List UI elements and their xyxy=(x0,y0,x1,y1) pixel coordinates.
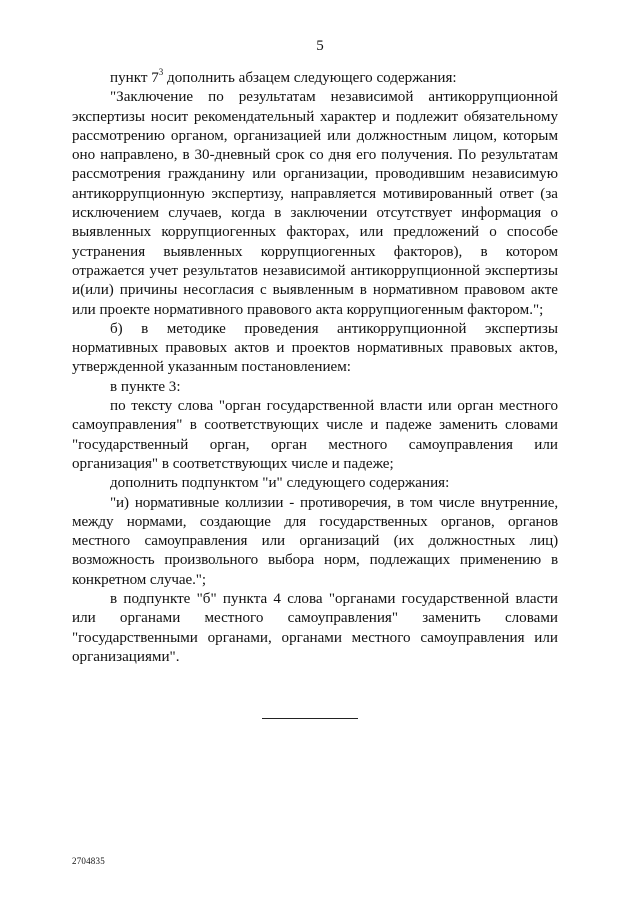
document-body xyxy=(72,66,558,667)
paragraph-replace-words: по тексту слова "орган государственной власти или орган местного самоуправления" в соответствующих числе и падеже заменить словами "государственный орган, орган местного самоуправления или организация" в соответствующих числе и падеже; xyxy=(72,398,558,472)
document-code: 2704835 xyxy=(72,856,105,866)
paragraph-conclusion-quote: "Заключение по результатам независимой антикоррупционной экспертизы носит рекомендательный характер и подлежит обязательному рассмотрению органом, организацией или должностным лицом, которым оно направлено, в 30-дневный срок со дня его получения. По результатам рассмотрения гражданину или организации, проводившим независимую антикоррупционную экспертизу, направляется мотивированный ответ (за исключением случаев, когда в заключении отсутствует информация о выявленных коррупциогенных факторах, или предложений о способе устранения выявленных коррупциогенных факторов), в котором отражается учет результатов независимой антикоррупционной экспертизы и(или) причины несогласия с выявленным в нормативном правовом акте или проекте нормативного правового акта коррупциогенным фактором."; xyxy=(72,89,558,318)
paragraph-clause-3: в пункте 3: xyxy=(110,378,181,395)
paragraph-intro-end: дополнить абзацем следующего содержания: xyxy=(163,70,457,86)
paragraph-subclause-b: в подпункте "б" пункта 4 слова "органами государственной власти или органами местного самоуправления" заменить словами "государственными органами, органами местного самоуправления или организациями". xyxy=(72,591,558,665)
paragraph-methodology: б) в методике проведения антикоррупционной экспертизы нормативных правовых актов и проектов нормативных правовых актов, утвержденной указанным постановлением: xyxy=(72,320,558,376)
paragraph-intro xyxy=(72,66,558,88)
end-divider xyxy=(262,718,358,719)
paragraph-collisions-quote: "и) нормативные коллизии - противоречия, в том числе внутренние, между нормами, создающие для государственных органов, органов местного самоуправления или организаций (их должностных лиц) возможность произвольного выбора норм, подлежащих применению в конкретном случае."; xyxy=(72,494,558,588)
paragraph-add-subclause: дополнить подпунктом "и" следующего содержания: xyxy=(110,475,450,492)
paragraph-intro-superscript: 3 xyxy=(158,66,164,77)
paragraph-intro-start: пункт 7 xyxy=(110,70,159,86)
page-number: 5 xyxy=(316,38,324,54)
